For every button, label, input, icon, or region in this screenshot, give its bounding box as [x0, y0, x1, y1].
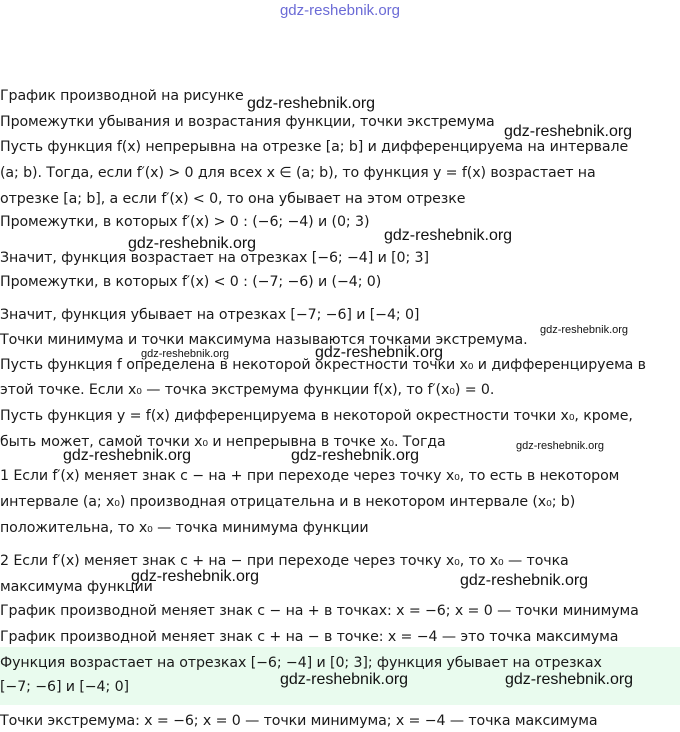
text-line: Пусть функция y = f(x) дифференцируема в некоторой окрестности точки x₀, кроме, [0, 408, 633, 424]
text-line: [−7; −6] и [−4; 0] [0, 679, 129, 695]
text-line: Пусть функция f(x) непрерывна на отрезке [a; b] и дифференцируема на интервале [0, 139, 629, 155]
text-line: (a; b). Тогда, если f′(x) > 0 для всех x ∈ (a; b), то функция y = f(x) возрастает на [0, 165, 596, 181]
watermark: gdz-reshebnik.org [540, 324, 629, 336]
text-line: Промежутки, в которых f′(x) < 0 : (−7; −6) и (−4; 0) [0, 274, 382, 290]
text-line: максимума функции [0, 579, 153, 595]
text-line: 1 Если f′(x) меняет знак с − на + при переходе через точку x₀, то есть в некотором [0, 468, 620, 484]
watermark: gdz-reshebnik.org [247, 95, 376, 112]
text-line: положительна, то x₀ — точка минимума функции [0, 520, 369, 536]
text-line: этой точке. Если x₀ — точка экстремума функции f(x), то f′(x₀) = 0. [0, 382, 495, 398]
text-line: Промежутки, в которых f′(x) > 0 : (−6; −4) и (0; 3) [0, 214, 370, 230]
text-line: Функция возрастает на отрезках [−6; −4] и [0; 3]; функция убывает на отрезках [0, 655, 602, 671]
text-line: Промежутки убывания и возрастания функции, точки экстремума [0, 114, 495, 130]
text-line: График производной меняет знак с − на + в точках: x = −6; x = 0 — точки минимума [0, 603, 639, 619]
text-line: отрезке [a; b], а если f′(x) < 0, то она убывает на этом отрезке [0, 191, 466, 207]
watermark: gdz-reshebnik.org [504, 123, 633, 140]
watermark: gdz-reshebnik.org [315, 344, 444, 361]
text-line: График производной меняет знак с + на − в точке: x = −4 — это точка максимума [0, 629, 619, 645]
watermark: gdz-reshebnik.org [280, 671, 409, 688]
watermark: gdz-reshebnik.org [128, 235, 257, 252]
text-line: Значит, функция возрастает на отрезках [−6; −4] и [0; 3] [0, 250, 429, 266]
watermark: gdz-reshebnik.org [141, 348, 230, 360]
text-line: интервале (a; x₀) производная отрицательна и в некотором интервале (x₀; b) [0, 494, 576, 510]
text-line: Пусть функция f определена в некоторой окрестности точки x₀ и дифференцируема в [0, 357, 646, 373]
watermark: gdz-reshebnik.org [460, 572, 589, 589]
text-line: 2 Если f′(x) меняет знак с + на − при переходе через точку x₀, то x₀ — точка [0, 553, 569, 569]
text-line: Значит, функция убывает на отрезках [−7; −6] и [−4; 0] [0, 307, 420, 323]
text-line: График производной на рисунке [0, 88, 244, 104]
watermark: gdz-reshebnik.org [131, 568, 260, 585]
site-header-watermark: gdz-reshebnik.org [279, 2, 401, 19]
watermark: gdz-reshebnik.org [505, 671, 634, 688]
text-line: Точки минимума и точки максимума называются точками экстремума. [0, 332, 528, 348]
text-line: Точки экстремума: x = −6; x = 0 — точки минимума; x = −4 — точка максимума [0, 713, 598, 729]
watermark: gdz-reshebnik.org [291, 447, 420, 464]
watermark: gdz-reshebnik.org [516, 440, 605, 452]
watermark: gdz-reshebnik.org [384, 227, 513, 244]
watermark: gdz-reshebnik.org [63, 447, 192, 464]
text-line: быть может, самой точки x₀ и непрерывна в точке x₀. Тогда [0, 434, 446, 450]
